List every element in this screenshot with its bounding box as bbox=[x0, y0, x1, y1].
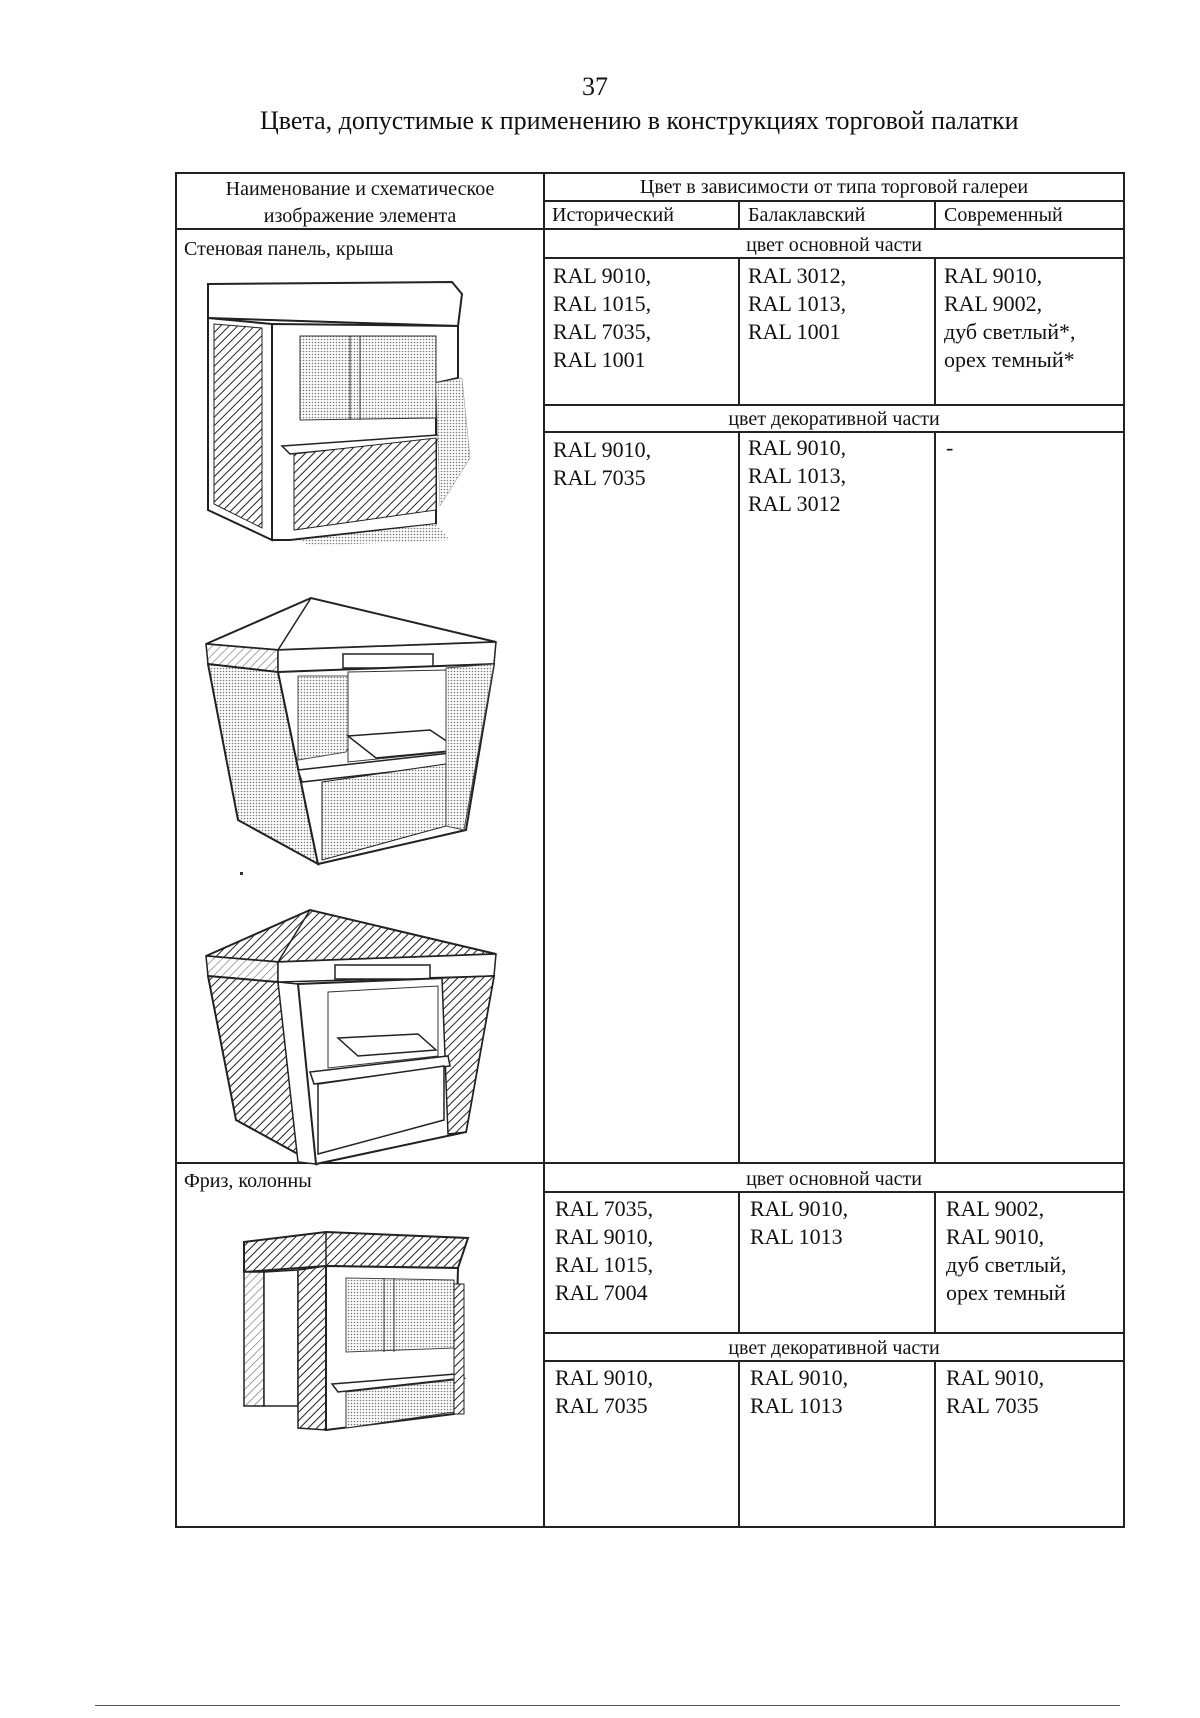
s2-decor-bal bbox=[750, 1364, 848, 1420]
color-value: RAL 1013 bbox=[750, 1393, 843, 1418]
color-value: - bbox=[946, 435, 954, 460]
s1-decor-bal bbox=[748, 434, 846, 518]
page-number: 37 bbox=[582, 72, 608, 101]
s1-decor-mod bbox=[946, 434, 953, 462]
color-value: RAL 1015, bbox=[555, 1252, 654, 1277]
s2-main-bal bbox=[750, 1195, 848, 1251]
color-value: RAL 1001 bbox=[553, 347, 646, 372]
color-value: RAL 9010, bbox=[553, 437, 652, 462]
s2-main-hist bbox=[555, 1195, 653, 1307]
s2-decor-hist bbox=[555, 1364, 653, 1420]
color-value: RAL 7035 bbox=[946, 1393, 1039, 1418]
section2-main-label: цвет основной части bbox=[746, 1168, 922, 1190]
color-value: дуб светлый, bbox=[946, 1252, 1067, 1277]
section1-decor-label: цвет декоративной части bbox=[728, 408, 940, 430]
color-value: RAL 9010, bbox=[748, 435, 847, 460]
header-type-balaklava: Балаклавский bbox=[748, 204, 866, 226]
color-value: RAL 7035 bbox=[553, 465, 646, 490]
color-value: RAL 7035, bbox=[553, 319, 652, 344]
color-value: RAL 9010, bbox=[555, 1224, 654, 1249]
s2-decor-mod bbox=[946, 1364, 1044, 1420]
color-value: RAL 1015, bbox=[553, 291, 652, 316]
header-type-historical: Исторический bbox=[552, 204, 674, 226]
color-value: RAL 9002, bbox=[944, 291, 1043, 316]
header-element-line2: изображение элемента bbox=[263, 205, 457, 227]
color-value: орех темный bbox=[946, 1280, 1066, 1305]
header-color-group: Цвет в зависимости от типа торговой галереи bbox=[639, 176, 1029, 198]
color-value: RAL 9010, bbox=[750, 1365, 849, 1390]
section2-decor-label: цвет декоративной части bbox=[728, 1337, 940, 1359]
color-value: RAL 9002, bbox=[946, 1196, 1045, 1221]
section1-main-label: цвет основной части bbox=[746, 234, 922, 256]
color-value: RAL 3012, bbox=[748, 263, 847, 288]
color-value: RAL 1013, bbox=[748, 463, 847, 488]
s1-main-hist bbox=[553, 262, 651, 374]
section-name-wall-roof: Стеновая панель, крыша bbox=[184, 238, 394, 260]
kiosk-panels-icon bbox=[200, 278, 500, 548]
kiosk-pyramid-roof-icon bbox=[198, 592, 508, 877]
section-name-frieze-columns: Фриз, колонны bbox=[184, 1170, 312, 1192]
s1-decor-hist bbox=[553, 436, 651, 492]
s2-main-mod bbox=[946, 1195, 1066, 1307]
bottom-rule bbox=[95, 1705, 1120, 1706]
color-value: RAL 9010, bbox=[555, 1365, 654, 1390]
kiosk-frieze-columns-icon bbox=[236, 1228, 486, 1443]
color-value: RAL 1013, bbox=[748, 291, 847, 316]
color-value: RAL 7004 bbox=[555, 1280, 648, 1305]
header-type-modern: Современный bbox=[944, 204, 1063, 226]
s1-main-mod bbox=[944, 262, 1075, 374]
color-value: RAL 1013 bbox=[750, 1224, 843, 1249]
color-value: RAL 7035 bbox=[555, 1393, 648, 1418]
color-value: RAL 1001 bbox=[748, 319, 841, 344]
color-value: RAL 9010, bbox=[553, 263, 652, 288]
color-value: RAL 9010, bbox=[944, 263, 1043, 288]
page-title: Цвета, допустимые к применению в конструкциях торговой палатки bbox=[260, 106, 1019, 135]
color-value: RAL 7035, bbox=[555, 1196, 654, 1221]
color-value: орех темный* bbox=[944, 347, 1075, 372]
s1-main-bal bbox=[748, 262, 846, 346]
header-element-line1: Наименование и схематическое bbox=[225, 178, 495, 200]
color-value: RAL 9010, bbox=[750, 1196, 849, 1221]
color-value: дуб светлый*, bbox=[944, 319, 1076, 344]
color-value: RAL 9010, bbox=[946, 1224, 1045, 1249]
color-value: RAL 3012 bbox=[748, 491, 841, 516]
color-value: RAL 9010, bbox=[946, 1365, 1045, 1390]
kiosk-pyramid-roof-hatched-icon bbox=[198, 906, 508, 1171]
